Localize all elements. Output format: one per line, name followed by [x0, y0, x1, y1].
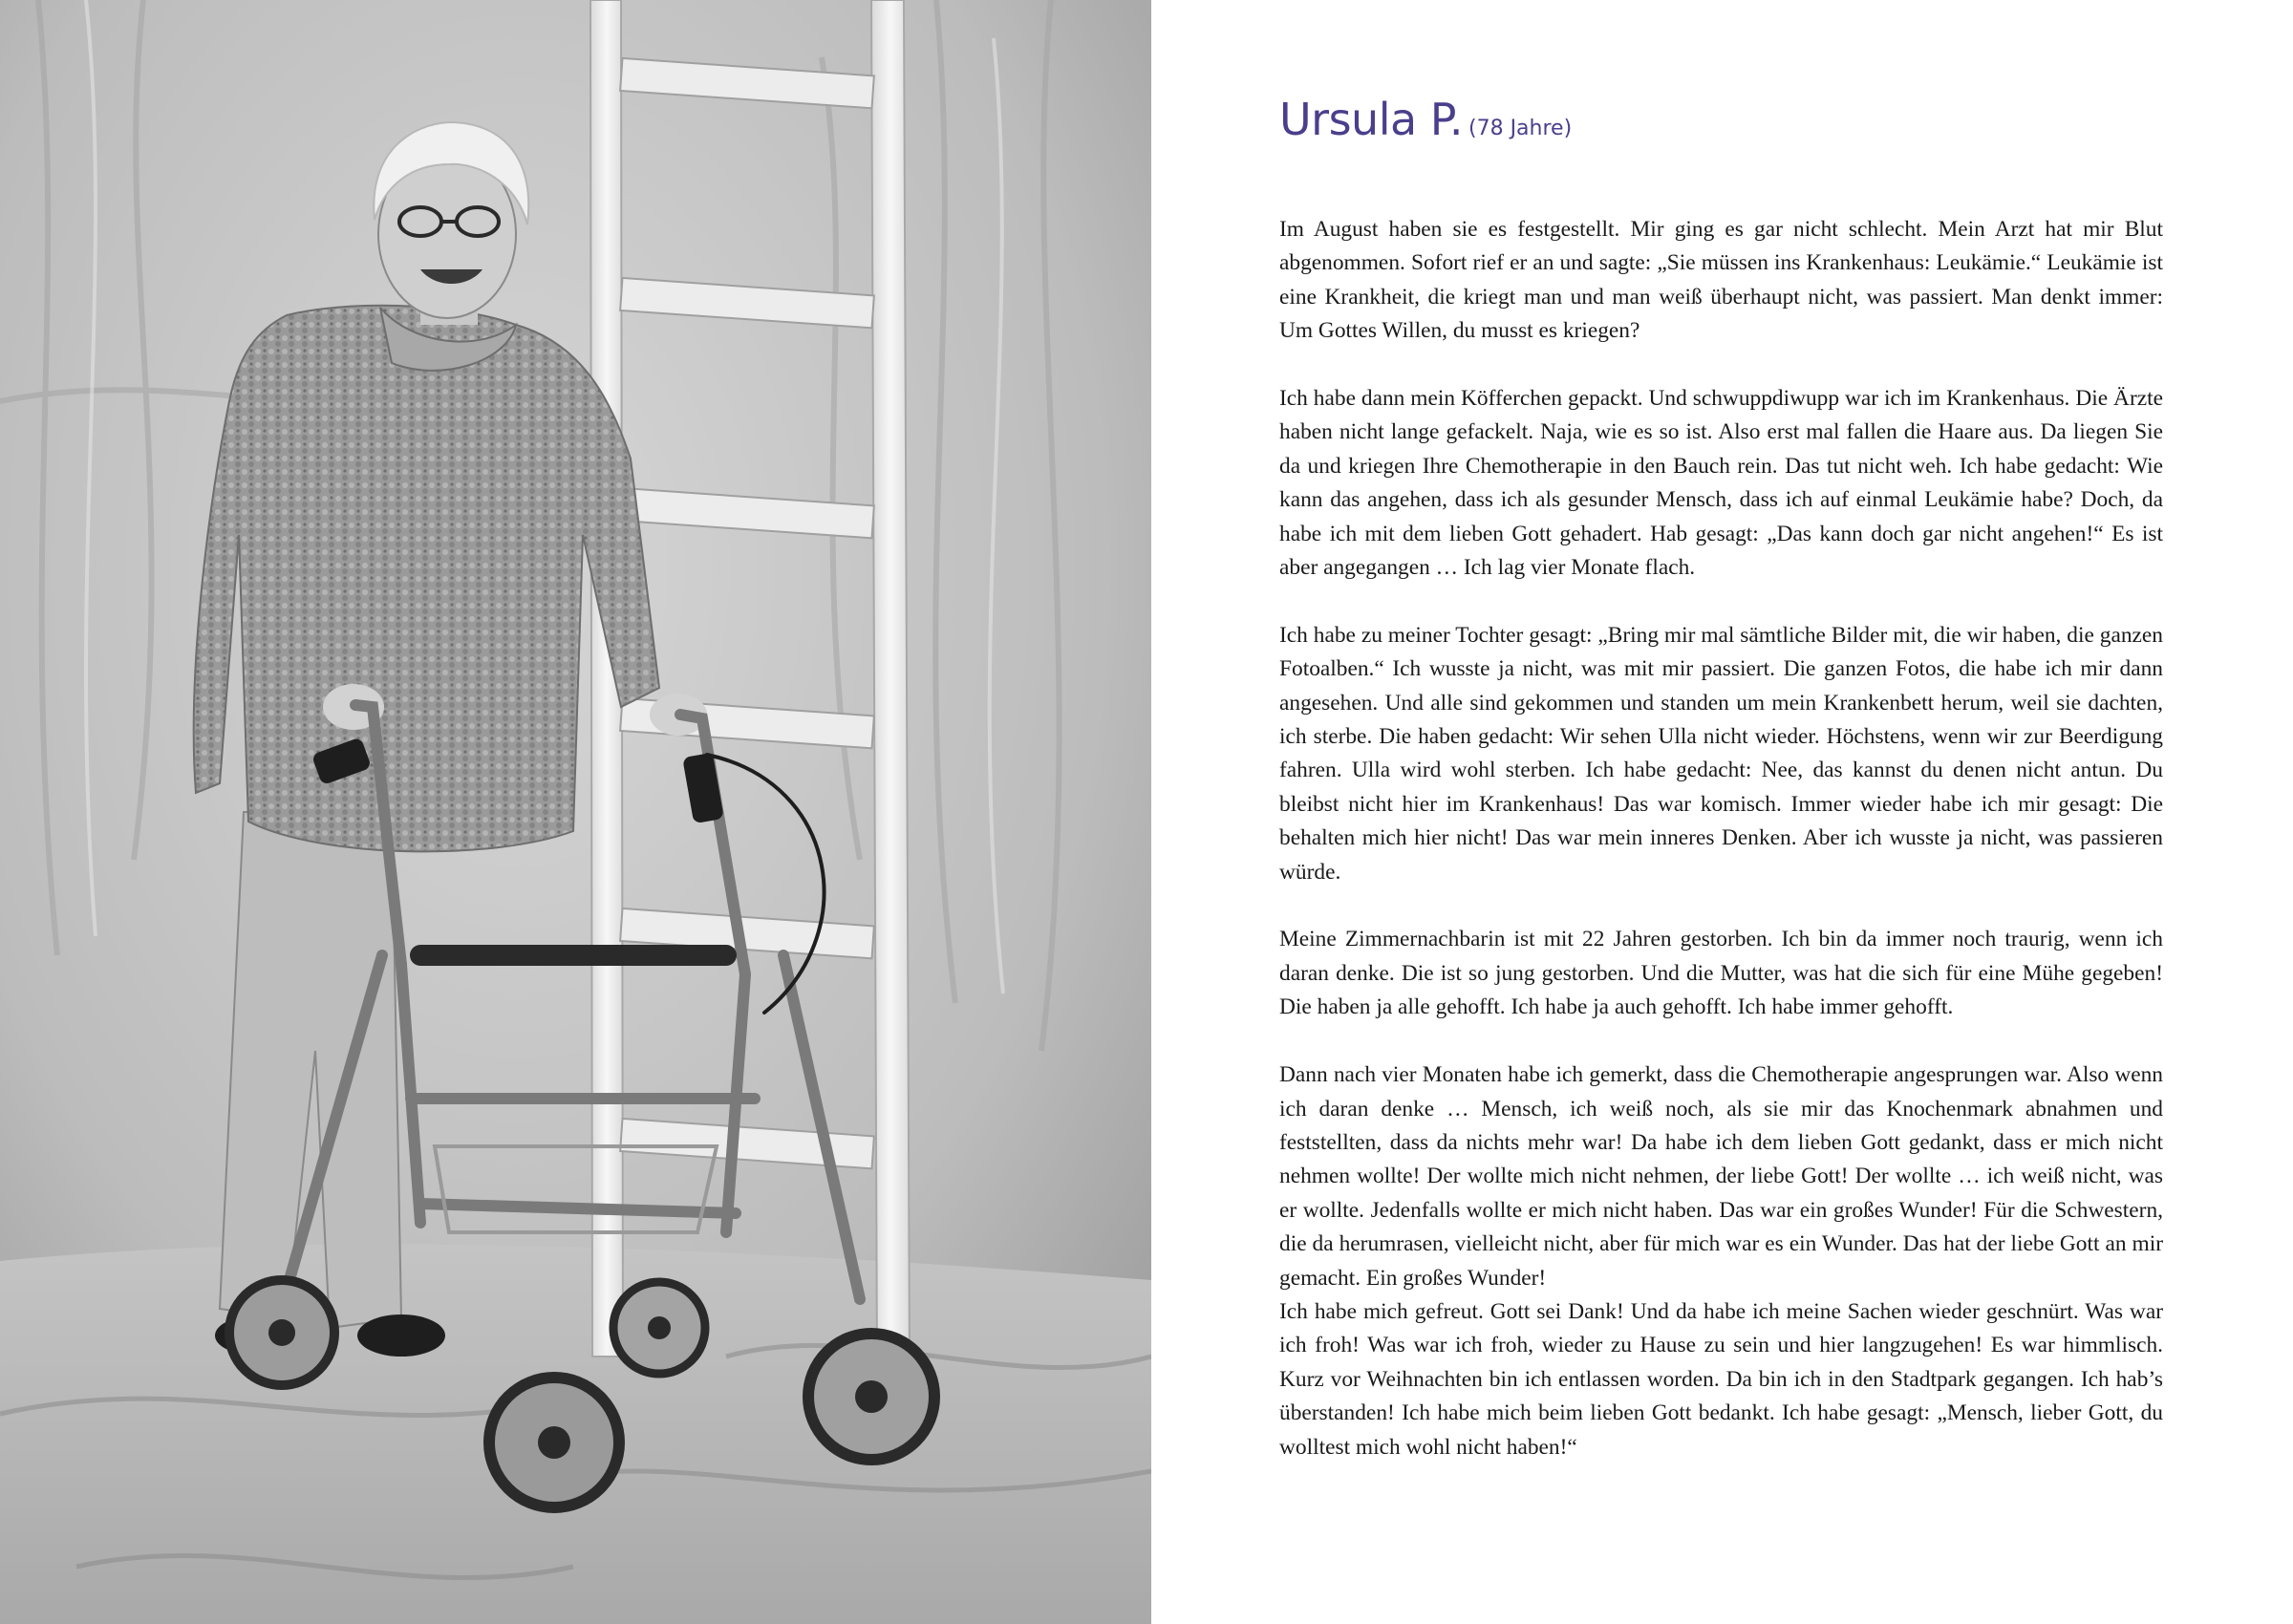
person-age: (78 Jahre) — [1468, 117, 1573, 140]
story-paragraph: Meine Zimmernachbarin ist mit 22 Jahren gestorben. Ich bin da immer noch traurig, wenn ich daran denke. Die ist so jung gestorben. Und die Mutter, was hat die sich für eine Mühe gegeben! Die haben ja alle gehofft. Ich habe ja auch gehofft. Ich habe immer gehofft. — [1279, 927, 2163, 1020]
story-body — [1279, 213, 2163, 1498]
story-paragraph: Dann nach vier Monaten habe ich gemerkt, dass die Chemotherapie angesprungen war. Also wenn ich daran denke … Mensch, ich weiß noch, als sie mir das Knochenmark abnahmen und feststellten, dass da nichts mehr war! Da habe ich dem lieben Gott gedankt, dass er mich nicht nehmen wollte! Der wollte mich nicht nehmen, der liebe Gott! Der wollte … ich weiß nicht, was er wollte. Jedenfalls wollte er mich nicht haben. Das war ein großes Wunder! Für die Schwestern, die da herumrasen, vielleicht nicht, aber für mich war es ein Wunder. Das hat der liebe Gott an mir gemacht. Ein großes Wunder! — [1279, 1062, 2163, 1291]
story-paragraph: Ich habe mich gefreut. Gott sei Dank! Und da habe ich meine Sachen wieder geschnürt. Was war ich froh! Was war ich froh, wieder zu Hause zu sein und hier langzugehen! Es war himmlisch. Kurz vor Weihnachten bin ich entlassen worden. Da bin ich in den Stadtpark gegangen. Ich hab’s überstanden! Ich habe mich beim lieben Gott bedankt. Ich habe gesagt: „Mensch, lieber Gott, du wolltest mich wohl nicht haben!“ — [1279, 1298, 2163, 1460]
page-title — [1279, 94, 1572, 145]
story-paragraph: Im August haben sie es festgestellt. Mir ging es gar nicht schlecht. Mein Arzt hat mir Blut abgenommen. Sofort rief er an und sagte: „Sie müssen ins Krankenhaus: Leukämie.“ Leukämie ist eine Krankheit, die kriegt man und man weiß überhaupt nicht, was passiert. Man denkt immer: Um Gottes Willen, du musst es kriegen? — [1279, 217, 2163, 344]
story-paragraph: Ich habe zu meiner Tochter gesagt: „Bring mir mal sämtliche Bilder mit, die wir haben, die ganzen Fotoalben.“ Ich wusste ja nicht, was mit mir passiert. Die ganzen Fotos, die habe ich mir dann angesehen. Und alle sind gekommen und standen um mein Krankenbett herum, weil sie dachten, ich sterbe. Die haben gedacht: Wir sehen Ulla nicht wieder. Höchstens, wenn wir zur Beerdigung fahren. Ulla wird wohl sterben. Ich habe gedacht: Nee, das kannst du denen nicht antun. Du bleibst nicht hier im Krankenhaus! Das war komisch. Immer wieder habe ich mir gesagt: Die behalten mich hier nicht! Das war mein inneres Denken. Aber ich wusste ja nicht, was passieren würde. — [1279, 622, 2163, 885]
text-page — [1151, 0, 2293, 1624]
person-name: Ursula P. — [1279, 94, 1463, 145]
story-paragraph: Ich habe dann mein Köfferchen gepackt. Und schwuppdiwupp war ich im Krankenhaus. Die Ärzte haben nicht lange gefackelt. Naja, wie es so ist. Also erst mal fallen die Haare aus. Da liegen Sie da und kriegen Ihre Chemotherapie in den Bauch rein. Das tut nicht weh. Ich habe gedacht: Wie kann das angehen, dass ich als gesunder Mensch, dass ich auf einmal Leukämie habe? Doch, da habe ich mit dem lieben Gott gehadert. Hab gesagt: „Das kann doch gar nicht angehen!“ Es ist aber angegangen … Ich lag vier Monate flach. — [1279, 386, 2163, 581]
